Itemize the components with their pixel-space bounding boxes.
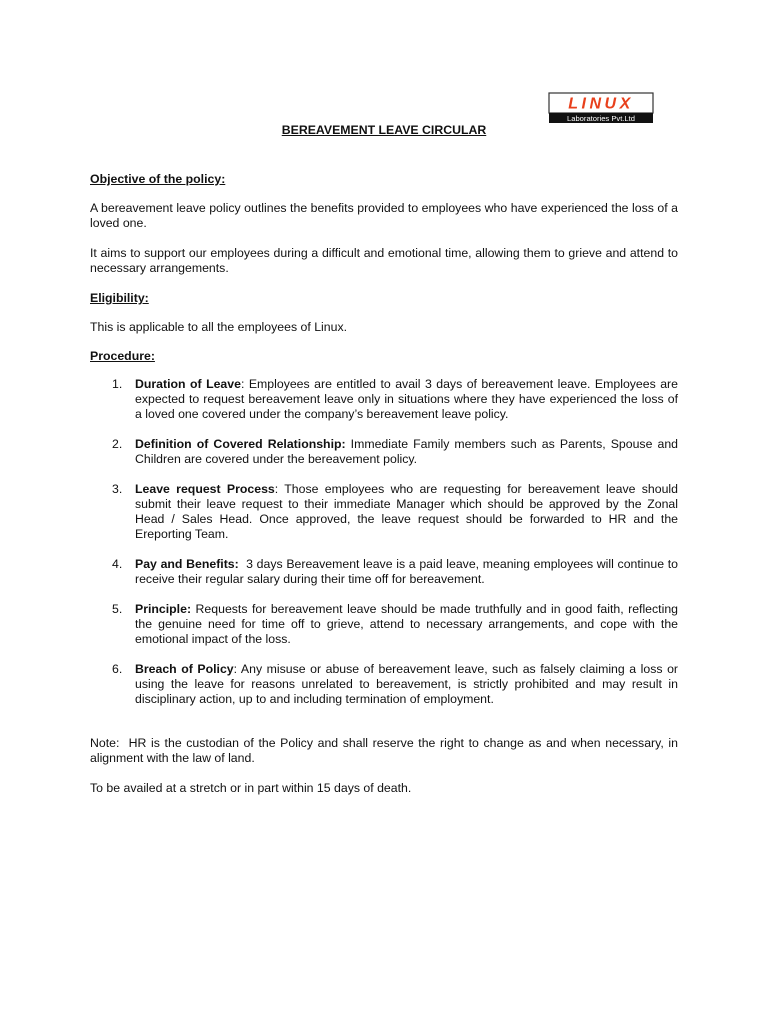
procedure-item-number: 1.: [112, 377, 123, 391]
procedure-item-term: Pay and Benefits:: [135, 557, 239, 571]
procedure-item-number: 4.: [112, 557, 123, 571]
procedure-list: [90, 377, 678, 722]
procedure-item: [90, 437, 678, 467]
procedure-item: [90, 377, 678, 422]
procedure-item: [90, 557, 678, 587]
procedure-item-term: Definition of Covered Relationship:: [135, 437, 346, 451]
procedure-item-term: Duration of Leave: [135, 377, 241, 391]
procedure-item-number: 2.: [112, 437, 123, 451]
objective-heading: Objective of the policy:: [90, 172, 226, 186]
objective-paragraph-1: A bereavement leave policy outlines the benefits provided to employees who have experienced the loss of a loved one.: [90, 201, 678, 230]
eligibility-heading: Eligibility:: [90, 291, 149, 305]
procedure-item-text: 3 days Bereavement leave is a paid leave, meaning employees will continue to receive their regular salary during their time off for bereavement.: [135, 557, 678, 586]
procedure-item-term: Leave request Process: [135, 482, 275, 496]
procedure-item-text: Employees are entitled to avail 3 days of bereavement leave. Employees are expected to request bereavement leave only in situations where they have experienced the loss of a loved one covered under the company’s bereavement leave policy.: [135, 377, 678, 421]
linux-logo-graphic: [548, 92, 654, 124]
procedure-item-term: Principle:: [135, 602, 192, 616]
procedure-item-text: Requests for bereavement leave should be made truthfully and in good faith, reflecting the genuine need for time off to grieve, attend to necessary arrangements, and cope with the emotional impact of the loss.: [135, 602, 679, 646]
procedure-item-text: Immediate Family members such as Parents, Spouse and Children are covered under the bereavement policy.: [135, 437, 678, 466]
procedure-item-number: 5.: [112, 602, 123, 616]
procedure-item-text: Any misuse or abuse of bereavement leave, such as falsely claiming a loss or using the leave for reasons unrelated to bereavement, is strictly prohibited and may result in disciplinary action, up to and including termination of employment.: [135, 662, 679, 706]
procedure-heading: Procedure:: [90, 349, 155, 363]
procedure-item: [90, 662, 678, 707]
procedure-item-separator: :: [274, 482, 285, 496]
procedure-item-number: 3.: [112, 482, 123, 496]
procedure-item-term: Breach of Policy: [135, 662, 234, 676]
page-title: BEREAVEMENT LEAVE CIRCULAR: [281, 123, 487, 137]
objective-paragraph-2: It aims to support our employees during a difficult and emotional time, allowing them to grieve and attend to necessary arrangements.: [90, 246, 678, 275]
procedure-item: [90, 602, 678, 647]
logo-tagline: Laboratories Pvt.Ltd: [567, 114, 635, 123]
procedure-item: [90, 482, 678, 542]
eligibility-text: This is applicable to all the employees of Linux.: [90, 320, 348, 334]
logo-wordmark: LINUX: [568, 95, 634, 113]
procedure-item-separator: :: [233, 662, 241, 676]
procedure-item-text: Those employees who are requesting for bereavement leave should submit their leave request to their immediate Manager which should be approved by the Zonal Head / Sales Head. Once approved, the leave request should be forwarded to HR and the Ereporting Team.: [135, 482, 678, 541]
policy-note: Note: HR is the custodian of the Policy and shall reserve the right to change as and when necessary, in alignment with the law of land.: [90, 736, 682, 765]
availment-text: To be availed at a stretch or in part within 15 days of death.: [90, 781, 412, 795]
procedure-item-separator: :: [240, 377, 249, 391]
company-logo: [548, 92, 654, 124]
procedure-item-number: 6.: [112, 662, 123, 676]
